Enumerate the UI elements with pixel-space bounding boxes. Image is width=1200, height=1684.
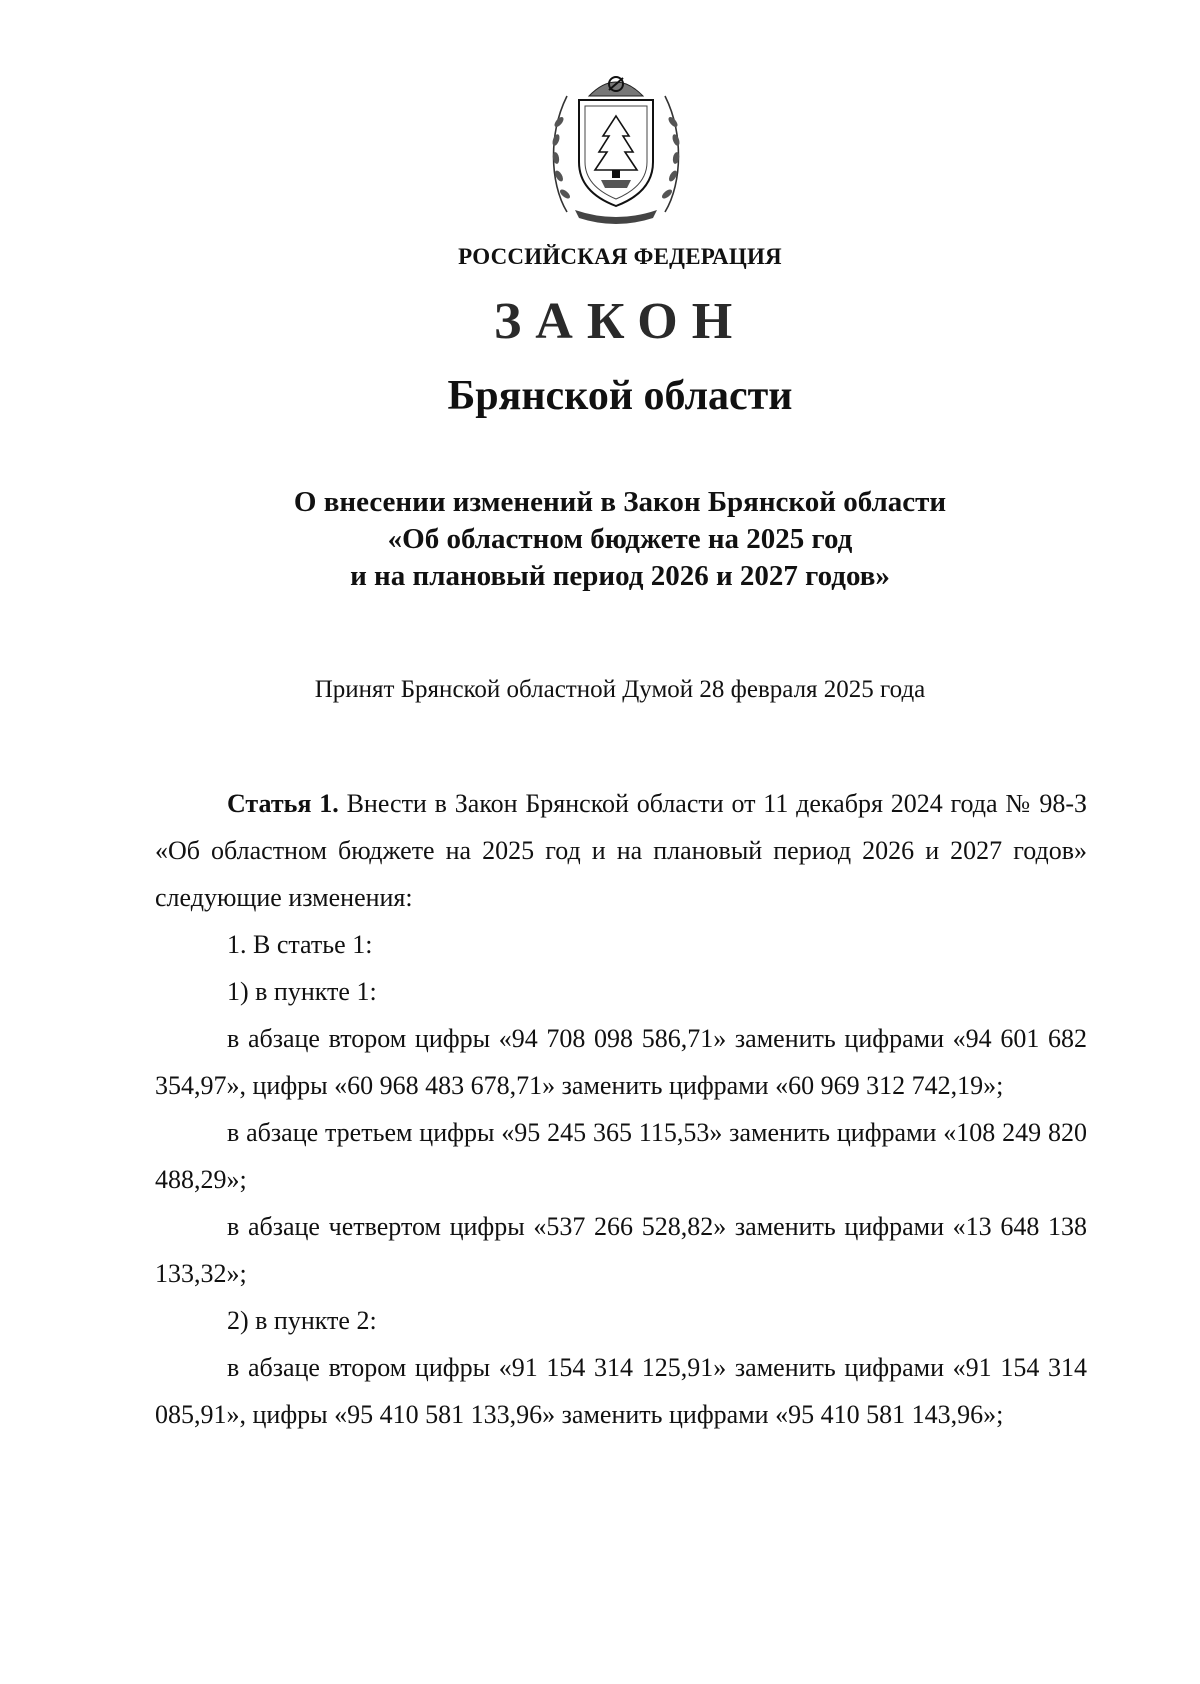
- law-title-line: «Об областном бюджете на 2025 год: [387, 523, 853, 555]
- law-title-line: О внесении изменений в Закон Брянской области: [293, 486, 947, 518]
- article-label: Статья 1.: [227, 789, 339, 818]
- region-heading: Брянской области: [447, 373, 793, 419]
- country-heading: РОССИЙСКАЯ ФЕДЕРАЦИЯ: [458, 244, 782, 269]
- document-type-heading: ЗАКОН: [493, 293, 747, 350]
- law-title-line: и на плановый период 2026 и 2027 годов»: [350, 560, 890, 592]
- law-title: [0, 484, 1200, 595]
- body-paragraph: в абзаце четвертом цифры «537 266 528,82» заменить цифрами «13 648 138 133,32»;: [155, 1212, 1087, 1288]
- adoption-line: Принят Брянской областной Думой 28 февраля 2025 года: [314, 676, 926, 703]
- document-body: [155, 780, 1087, 1438]
- body-paragraph: в абзаце третьем цифры «95 245 365 115,53» заменить цифрами «108 249 820 488,29»;: [155, 1118, 1087, 1194]
- body-paragraph: в абзаце втором цифры «94 708 098 586,71» заменить цифрами «94 601 682 354,97», цифры «60 968 483 678,71» заменить цифрами «60 969 312 742,19»;: [155, 1024, 1087, 1100]
- article-text: Внести в Закон Брянской области от 11 декабря 2024 года № 98-З «Об областном бюджете на 2025 год и на плановый период 2026 и 2027 годов» следующие изменения:: [155, 789, 1088, 912]
- article-paragraph: [155, 780, 1087, 921]
- body-paragraph: 2) в пункте 2:: [227, 1306, 377, 1335]
- body-paragraph: 1. В статье 1:: [227, 930, 373, 959]
- coat-of-arms-icon: [545, 62, 687, 224]
- body-paragraph: 1) в пункте 1:: [227, 977, 377, 1006]
- body-paragraph: в абзаце втором цифры «91 154 314 125,91» заменить цифрами «91 154 314 085,91», цифры «95 410 581 133,96» заменить цифрами «95 410 581 143,96»;: [155, 1353, 1087, 1429]
